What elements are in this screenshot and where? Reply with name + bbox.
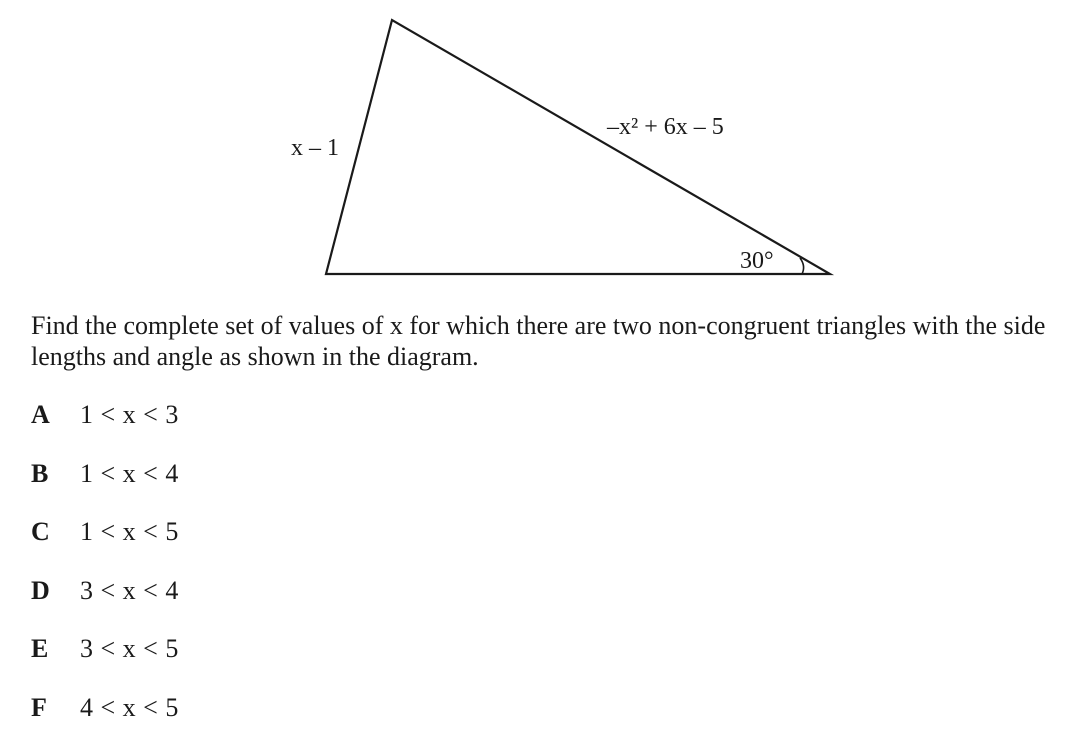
option-text: 4 < x < 5	[80, 693, 179, 723]
option-letter: D	[31, 576, 80, 606]
option-text: 1 < x < 3	[80, 400, 179, 430]
angle-arc	[800, 258, 804, 274]
option-text: 1 < x < 4	[80, 459, 179, 489]
option-letter: E	[31, 634, 80, 664]
option-d[interactable]	[31, 576, 179, 635]
hypotenuse-label: –x² + 6x – 5	[606, 114, 724, 140]
option-f[interactable]	[31, 693, 179, 751]
option-text: 3 < x < 5	[80, 634, 179, 664]
left-side-label: x – 1	[291, 135, 339, 161]
angle-label: 30°	[740, 248, 774, 274]
triangle-diagram	[0, 0, 1080, 300]
option-letter: F	[31, 693, 80, 723]
triangle	[326, 20, 830, 274]
option-a[interactable]	[31, 400, 179, 459]
option-letter: B	[31, 459, 80, 489]
question-text: Find the complete set of values of x for which there are two non-congruent triangles with the side lengths and angle as shown in the diagram.	[31, 310, 1071, 372]
option-text: 1 < x < 5	[80, 517, 179, 547]
option-e[interactable]	[31, 634, 179, 693]
answer-options	[31, 400, 179, 751]
option-letter: C	[31, 517, 80, 547]
option-letter: A	[31, 400, 80, 430]
option-c[interactable]	[31, 517, 179, 576]
option-b[interactable]	[31, 459, 179, 518]
option-text: 3 < x < 4	[80, 576, 179, 606]
